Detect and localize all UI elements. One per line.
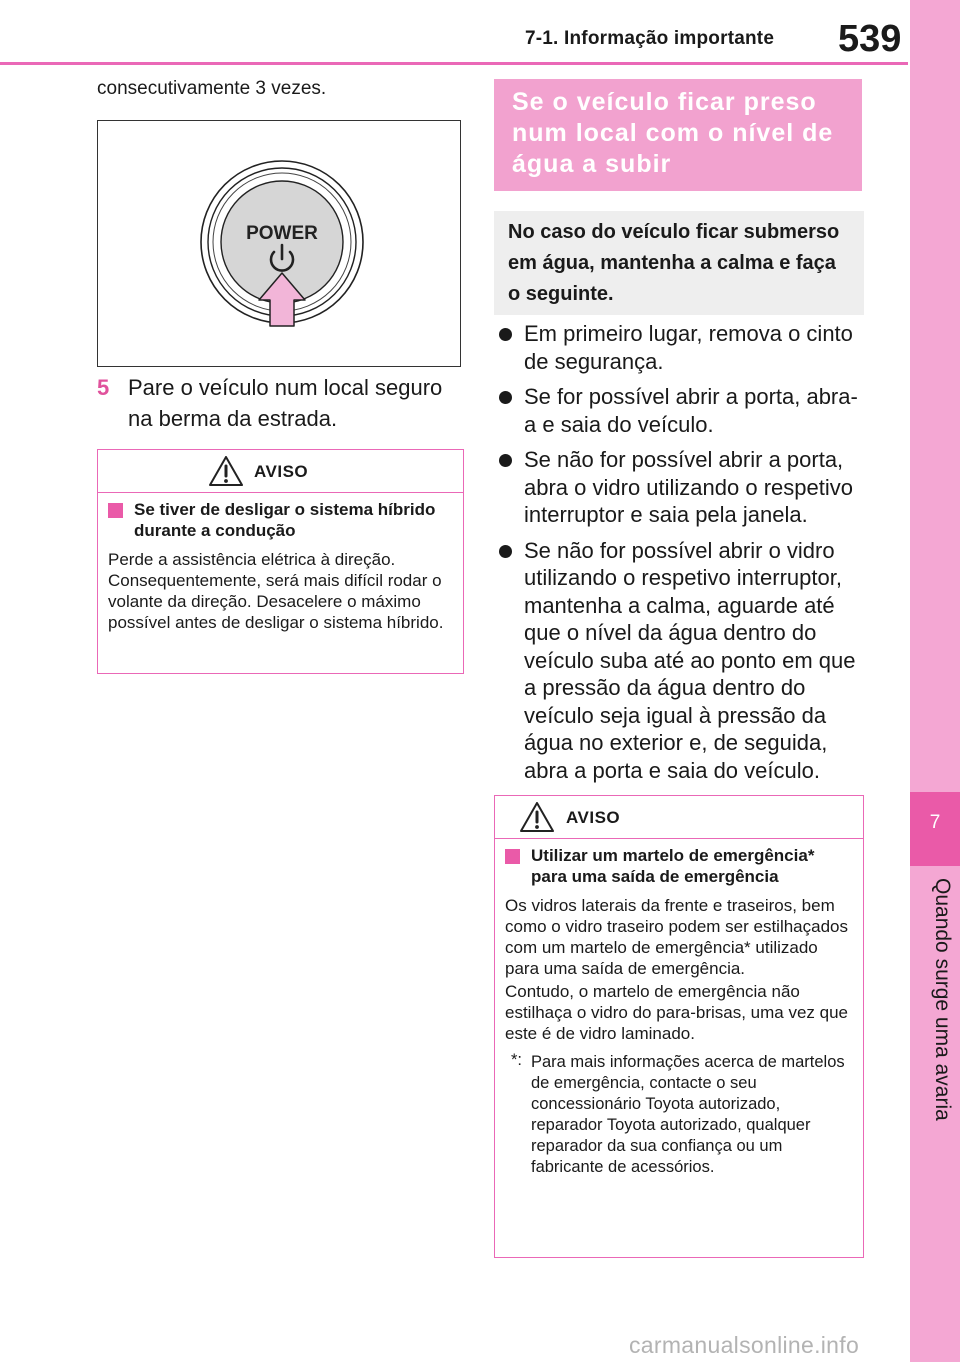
continued-text: consecutivamente 3 vezes. xyxy=(97,78,327,99)
warning-box-left xyxy=(97,449,464,674)
footnote-text: Para mais informações acerca de martelos de emergência, contacte o seu concessionário Toyota autorizado, reparador Toyota autorizado, qualquer reparador da sua confiança ou um fabricante de acessórios. xyxy=(531,1053,845,1176)
square-bullet-icon xyxy=(108,503,123,518)
bullet-icon xyxy=(499,545,512,558)
header-rule xyxy=(0,62,908,65)
chapter-side-tab xyxy=(910,0,960,1362)
warning-text: Os vidros laterais da frente e traseiros, bem como o vidro traseiro podem ser estilhaçados com um martelo de emergência* utilizado para uma saída de emergência. xyxy=(505,896,848,978)
warning-triangle-icon xyxy=(520,802,554,832)
warning-subheading-text: Se tiver de desligar o sistema híbrido durante a condução xyxy=(134,500,436,540)
bullet-icon xyxy=(499,391,512,404)
list-item xyxy=(497,320,869,375)
warning-body xyxy=(495,839,863,1188)
warning-header xyxy=(98,450,463,493)
list-item-text: Se não for possível abrir o vidro utilizando o respetivo interruptor, mantenha a calma, aguarde até que o nível da água dentro do veículo suba até ao ponto em que a pressão da água dentro do veículo seja igual à pressão da água no exterior e, de seguida, abra a porta e saia do veículo. xyxy=(524,537,856,783)
power-label: POWER xyxy=(246,223,318,244)
step-number: 5 xyxy=(97,375,110,400)
section-heading: Se o veículo ficar preso num local com o nível de água a subir xyxy=(494,79,862,191)
list-item-text: Em primeiro lugar, remova o cinto de segurança. xyxy=(524,321,853,374)
warning-body xyxy=(98,493,463,643)
footnote xyxy=(505,1052,853,1178)
footnote-mark: *: xyxy=(511,1051,523,1069)
page-number: 539 xyxy=(838,18,902,60)
warning-title: AVISO xyxy=(566,808,621,827)
list-item-text: Se for possível abrir a porta, abra-a e saia do veículo. xyxy=(524,384,858,437)
warning-triangle-icon xyxy=(209,456,243,486)
section-title: 7-1. Informação importante xyxy=(525,28,775,49)
chapter-title: Quando surge uma avaria xyxy=(931,878,954,1121)
list-item xyxy=(497,537,869,785)
list-item xyxy=(497,446,869,529)
list-item-text: Se não for possível abrir a porta, abra o vidro utilizando o respetivo interruptor e saia pela janela. xyxy=(524,447,853,527)
instruction-list xyxy=(497,320,869,792)
warning-subheading xyxy=(108,499,453,541)
chapter-number: 7 xyxy=(929,812,941,833)
watermark: carmanualsonline.info xyxy=(629,1332,860,1358)
step-5 xyxy=(97,372,467,434)
warning-box-right xyxy=(494,795,864,1258)
warning-subheading xyxy=(505,845,853,887)
warning-text: Perde a assistência elétrica à direção. Consequentemente, será mais difícil rodar o volante da direção. Desacelere o máximo possível antes de desligar o sistema híbrido. xyxy=(108,550,444,632)
warning-title: AVISO xyxy=(254,462,309,481)
step-text: Pare o veículo num local seguro na berma da estrada. xyxy=(128,375,443,431)
intro-box: No caso do veículo ficar submerso em água, mantenha a calma e faça o seguinte. xyxy=(494,211,864,315)
list-item xyxy=(497,383,869,438)
bullet-icon xyxy=(499,328,512,341)
bullet-icon xyxy=(499,454,512,467)
power-button-figure xyxy=(97,120,461,367)
warning-text: Contudo, o martelo de emergência não estilhaça o vidro do para-brisas, uma vez que este é de vidro laminado. xyxy=(505,982,849,1043)
warning-subheading-text: Utilizar um martelo de emergência* para uma saída de emergência xyxy=(531,846,815,886)
power-button-illustration xyxy=(98,121,460,366)
warning-header xyxy=(495,796,863,839)
square-bullet-icon xyxy=(505,849,520,864)
